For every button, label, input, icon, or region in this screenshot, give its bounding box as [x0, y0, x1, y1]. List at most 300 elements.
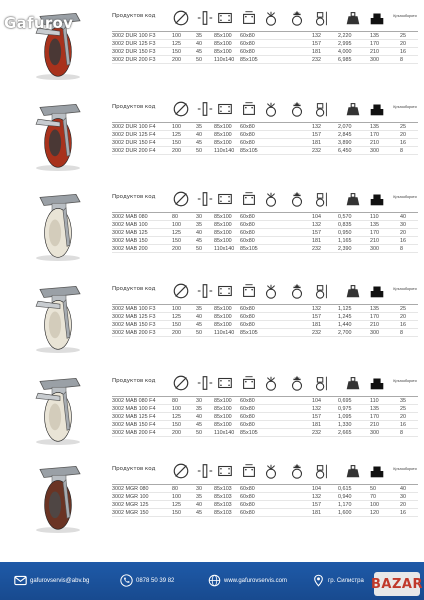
hole-spacing-cell: 60x80 [240, 510, 255, 516]
load-cell: 170 [370, 314, 379, 320]
diameter-icon [172, 100, 190, 118]
table-row [112, 413, 418, 421]
plate-size-cell: 85x103 [214, 486, 232, 492]
diameter-cell: 80 [172, 398, 178, 404]
diameter-cell: 200 [172, 148, 181, 154]
turnover-cell: 40 [400, 214, 406, 220]
width-cell: 35 [196, 306, 202, 312]
turnover-cell: 16 [400, 322, 406, 328]
brake-icon [288, 282, 306, 300]
load-icon [368, 374, 386, 392]
caster-wheel-image [22, 187, 92, 261]
hole-spacing-icon [240, 9, 258, 27]
footer-phone[interactable] [120, 574, 174, 587]
plate-size-icon [216, 374, 234, 392]
load-cell: 210 [370, 140, 379, 146]
spec-table-header [112, 371, 418, 397]
brake-icon [288, 462, 306, 480]
diameter-cell: 100 [172, 33, 181, 39]
hole-spacing-cell: 60x80 [240, 494, 255, 500]
weight-cell: 1,125 [338, 306, 352, 312]
turnover-cell: 20 [400, 230, 406, 236]
weight-cell: 0,940 [338, 494, 352, 500]
height-cell: 181 [312, 422, 321, 428]
brake-icon [288, 100, 306, 118]
plate-size-cell: 85x100 [214, 49, 232, 55]
table-row [112, 313, 418, 321]
hole-spacing-cell: 60x80 [240, 41, 255, 47]
width-cell: 45 [196, 49, 202, 55]
weight-cell: 1,095 [338, 414, 352, 420]
diameter-cell: 100 [172, 222, 181, 228]
load-cell: 210 [370, 49, 379, 55]
hole-spacing-icon [240, 282, 258, 300]
turnover-cell: 35 [400, 398, 406, 404]
load-cell: 110 [370, 214, 379, 220]
turnover-label: Кръгообороти [393, 379, 417, 383]
load-cell: 210 [370, 422, 379, 428]
plate-size-cell: 85x100 [214, 406, 232, 412]
width-cell: 45 [196, 422, 202, 428]
diameter-cell: 200 [172, 430, 181, 436]
footer-website[interactable] [208, 574, 287, 587]
table-row [112, 131, 418, 139]
diameter-cell: 200 [172, 330, 181, 336]
weight-cell: 1,245 [338, 314, 352, 320]
hole-spacing-cell: 60x80 [240, 49, 255, 55]
hole-spacing-cell: 60x80 [240, 222, 255, 228]
weight-cell: 0,950 [338, 230, 352, 236]
table-row [112, 139, 418, 147]
email-icon [14, 574, 27, 587]
diameter-cell: 125 [172, 314, 181, 320]
height-cell: 157 [312, 502, 321, 508]
width-cell: 40 [196, 230, 202, 236]
table-row [112, 305, 418, 313]
turnover-cell: 20 [400, 314, 406, 320]
product-section-3 [0, 187, 424, 259]
width-cell: 30 [196, 214, 202, 220]
swivel-icon [262, 9, 280, 27]
brake-icon [288, 190, 306, 208]
weight-cell: 2,995 [338, 41, 352, 47]
width-cell: 50 [196, 57, 202, 63]
load-cell: 210 [370, 238, 379, 244]
diameter-cell: 125 [172, 414, 181, 420]
swivel-icon [262, 462, 280, 480]
turnover-cell: 25 [400, 124, 406, 130]
height-icon [312, 282, 330, 300]
turnover-label: Кръгообороти [393, 105, 417, 109]
turnover-cell: 20 [400, 502, 406, 508]
turnover-label: Кръгообороти [393, 287, 417, 291]
load-cell: 210 [370, 322, 379, 328]
weight-cell: 2,845 [338, 132, 352, 138]
weight-cell: 0,695 [338, 398, 352, 404]
globe-icon [208, 574, 221, 587]
weight-cell: 0,835 [338, 222, 352, 228]
table-row [112, 421, 418, 429]
weight-cell: 1,600 [338, 510, 352, 516]
load-cell: 135 [370, 406, 379, 412]
weight-cell: 4,000 [338, 49, 352, 55]
load-icon [368, 282, 386, 300]
product-code-cell: 3002 DUR 125 F4 [112, 132, 156, 138]
width-cell: 40 [196, 502, 202, 508]
product-code-cell: 3002 MAB 150 [112, 238, 148, 244]
table-row [112, 147, 418, 155]
website-text: www.gafurovservis.com [224, 577, 288, 584]
product-code-cell: 3002 MAB 100 F3 [112, 306, 156, 312]
weight-cell: 1,330 [338, 422, 352, 428]
weight-cell: 2,390 [338, 246, 352, 252]
table-row [112, 32, 418, 40]
spec-table-header [112, 97, 418, 123]
height-cell: 132 [312, 406, 321, 412]
product-code-cell: 3002 MGR 125 [112, 502, 149, 508]
product-code-label: Продуктов код [112, 466, 156, 472]
load-cell: 100 [370, 502, 379, 508]
product-code-cell: 3002 MGR 100 [112, 494, 149, 500]
product-section-2 [0, 97, 424, 169]
swivel-icon [262, 100, 280, 118]
height-cell: 132 [312, 222, 321, 228]
hole-spacing-cell: 60x80 [240, 422, 255, 428]
width-icon [196, 374, 214, 392]
hole-spacing-cell: 60x80 [240, 124, 255, 130]
hole-spacing-cell: 85x105 [240, 246, 258, 252]
table-row [112, 123, 418, 131]
hole-spacing-cell: 60x80 [240, 230, 255, 236]
weight-cell: 0,975 [338, 406, 352, 412]
height-cell: 181 [312, 49, 321, 55]
swivel-icon [262, 190, 280, 208]
width-cell: 45 [196, 510, 202, 516]
height-cell: 181 [312, 238, 321, 244]
plate-size-cell: 85x100 [214, 41, 232, 47]
spec-table-header [112, 6, 418, 32]
height-cell: 157 [312, 414, 321, 420]
weight-cell: 0,570 [338, 214, 352, 220]
height-cell: 157 [312, 230, 321, 236]
turnover-cell: 8 [400, 148, 403, 154]
plate-size-cell: 85x100 [214, 238, 232, 244]
hole-spacing-cell: 85x105 [240, 330, 258, 336]
turnover-label: Кръгообороти [393, 195, 417, 199]
spec-table-header [112, 187, 418, 213]
product-code-cell: 3002 MAB 100 [112, 222, 148, 228]
watermark: Gafurov [4, 14, 74, 32]
location-pin-icon [312, 574, 325, 587]
table-row [112, 405, 418, 413]
plate-size-cell: 85x100 [214, 214, 232, 220]
table-row [112, 245, 418, 253]
diameter-cell: 150 [172, 322, 181, 328]
weight-icon [344, 190, 362, 208]
width-cell: 45 [196, 322, 202, 328]
height-cell: 132 [312, 306, 321, 312]
load-cell: 135 [370, 222, 379, 228]
turnover-label: Кръгообороти [393, 467, 417, 471]
plate-size-cell: 85x100 [214, 422, 232, 428]
turnover-cell: 8 [400, 57, 403, 63]
plate-size-icon [216, 100, 234, 118]
bazar-badge: BAZAR [374, 572, 420, 596]
product-code-label: Продуктов код [112, 378, 156, 384]
load-cell: 110 [370, 398, 379, 404]
diameter-cell: 125 [172, 132, 181, 138]
caster-wheel-image [22, 279, 92, 353]
width-cell: 30 [196, 486, 202, 492]
turnover-cell: 30 [400, 222, 406, 228]
height-cell: 104 [312, 214, 321, 220]
turnover-cell: 16 [400, 238, 406, 244]
product-code-cell: 3002 DUR 125 F3 [112, 41, 156, 47]
weight-cell: 2,700 [338, 330, 352, 336]
width-icon [196, 190, 214, 208]
table-row [112, 237, 418, 245]
email-text: gafurovservis@abv.bg [30, 577, 90, 584]
height-icon [312, 100, 330, 118]
hole-spacing-cell: 60x80 [240, 140, 255, 146]
load-cell: 170 [370, 414, 379, 420]
product-section-5 [0, 371, 424, 443]
product-code-cell: 3002 MAB 200 F4 [112, 430, 156, 436]
product-code-label: Продуктов код [112, 104, 156, 110]
width-cell: 40 [196, 314, 202, 320]
diameter-cell: 100 [172, 306, 181, 312]
city-text: гр. Силистра [328, 577, 364, 584]
phone-icon [120, 574, 133, 587]
width-icon [196, 462, 214, 480]
spec-table [112, 6, 418, 64]
plate-size-cell: 85x100 [214, 33, 232, 39]
plate-size-cell: 85x103 [214, 510, 232, 516]
caster-wheel-image [22, 371, 92, 445]
load-cell: 300 [370, 148, 379, 154]
product-code-label: Продуктов код [112, 194, 156, 200]
weight-cell: 1,165 [338, 238, 352, 244]
plate-size-cell: 85x100 [214, 414, 232, 420]
table-row [112, 229, 418, 237]
plate-size-icon [216, 462, 234, 480]
load-cell: 300 [370, 246, 379, 252]
plate-size-cell: 85x100 [214, 222, 232, 228]
weight-cell: 1,170 [338, 502, 352, 508]
width-cell: 45 [196, 140, 202, 146]
height-icon [312, 190, 330, 208]
turnover-cell: 20 [400, 41, 406, 47]
diameter-cell: 200 [172, 57, 181, 63]
diameter-icon [172, 190, 190, 208]
load-cell: 170 [370, 132, 379, 138]
height-cell: 104 [312, 486, 321, 492]
turnover-cell: 20 [400, 414, 406, 420]
hole-spacing-cell: 60x80 [240, 502, 255, 508]
hole-spacing-cell: 60x80 [240, 414, 255, 420]
plate-size-cell: 110x140 [214, 148, 235, 154]
product-code-cell: 3002 MGR 080 [112, 486, 149, 492]
width-cell: 45 [196, 238, 202, 244]
diameter-cell: 200 [172, 246, 181, 252]
hole-spacing-cell: 60x80 [240, 486, 255, 492]
load-icon [368, 462, 386, 480]
table-row [112, 329, 418, 337]
height-cell: 232 [312, 57, 321, 63]
diameter-cell: 100 [172, 406, 181, 412]
footer-email[interactable] [14, 574, 89, 587]
height-cell: 232 [312, 246, 321, 252]
footer-location [312, 574, 364, 587]
turnover-cell: 25 [400, 33, 406, 39]
plate-size-cell: 85x100 [214, 322, 232, 328]
width-cell: 50 [196, 430, 202, 436]
diameter-cell: 80 [172, 486, 178, 492]
turnover-cell: 8 [400, 246, 403, 252]
width-cell: 50 [196, 246, 202, 252]
product-code-cell: 3002 MAB 125 F4 [112, 414, 156, 420]
weight-cell: 1,440 [338, 322, 352, 328]
product-code-label: Продуктов код [112, 13, 156, 19]
product-section-6 [0, 459, 424, 531]
load-icon [368, 9, 386, 27]
table-row [112, 321, 418, 329]
weight-icon [344, 9, 362, 27]
diameter-cell: 125 [172, 502, 181, 508]
diameter-icon [172, 9, 190, 27]
diameter-cell: 150 [172, 422, 181, 428]
height-cell: 181 [312, 140, 321, 146]
swivel-icon [262, 374, 280, 392]
product-code-cell: 3002 MGR 150 [112, 510, 149, 516]
turnover-cell: 16 [400, 49, 406, 55]
hole-spacing-cell: 85x105 [240, 430, 258, 436]
turnover-cell: 25 [400, 406, 406, 412]
weight-cell: 6,450 [338, 148, 352, 154]
width-cell: 50 [196, 330, 202, 336]
spec-table-header [112, 459, 418, 485]
height-cell: 157 [312, 41, 321, 47]
spec-table [112, 97, 418, 155]
table-row [112, 485, 418, 493]
product-code-cell: 3002 MAB 150 F3 [112, 322, 156, 328]
plate-size-icon [216, 190, 234, 208]
diameter-cell: 125 [172, 230, 181, 236]
plate-size-cell: 85x103 [214, 494, 232, 500]
phone-text: 0878 50 39 82 [136, 577, 175, 584]
height-cell: 132 [312, 494, 321, 500]
load-cell: 135 [370, 33, 379, 39]
table-row [112, 429, 418, 437]
height-cell: 232 [312, 148, 321, 154]
hole-spacing-cell: 60x80 [240, 322, 255, 328]
weight-icon [344, 374, 362, 392]
height-cell: 157 [312, 314, 321, 320]
diameter-cell: 80 [172, 214, 178, 220]
diameter-cell: 150 [172, 238, 181, 244]
turnover-cell: 16 [400, 140, 406, 146]
hole-spacing-cell: 60x80 [240, 214, 255, 220]
width-cell: 35 [196, 222, 202, 228]
hole-spacing-icon [240, 462, 258, 480]
weight-cell: 6,985 [338, 57, 352, 63]
plate-size-cell: 85x100 [214, 140, 232, 146]
height-icon [312, 374, 330, 392]
spec-table [112, 371, 418, 437]
height-cell: 181 [312, 322, 321, 328]
hole-spacing-cell: 60x80 [240, 132, 255, 138]
product-code-cell: 3002 MAB 080 [112, 214, 148, 220]
hole-spacing-cell: 60x80 [240, 314, 255, 320]
product-code-cell: 3002 MAB 125 [112, 230, 148, 236]
product-code-cell: 3002 DUR 150 F3 [112, 49, 156, 55]
diameter-cell: 125 [172, 41, 181, 47]
plate-size-cell: 85x100 [214, 132, 232, 138]
load-cell: 300 [370, 57, 379, 63]
plate-size-cell: 85x100 [214, 398, 232, 404]
turnover-cell: 40 [400, 486, 406, 492]
load-cell: 170 [370, 41, 379, 47]
width-cell: 40 [196, 414, 202, 420]
plate-size-cell: 85x103 [214, 502, 232, 508]
diameter-icon [172, 374, 190, 392]
turnover-cell: 20 [400, 132, 406, 138]
hole-spacing-cell: 60x80 [240, 33, 255, 39]
brake-icon [288, 9, 306, 27]
width-icon [196, 100, 214, 118]
load-icon [368, 190, 386, 208]
plate-size-cell: 110x140 [214, 246, 235, 252]
weight-cell: 2,220 [338, 33, 352, 39]
table-row [112, 493, 418, 501]
footer-bar [0, 562, 424, 600]
diameter-cell: 100 [172, 494, 181, 500]
hole-spacing-icon [240, 374, 258, 392]
width-cell: 35 [196, 406, 202, 412]
width-cell: 40 [196, 132, 202, 138]
diameter-icon [172, 282, 190, 300]
spec-table-header [112, 279, 418, 305]
diameter-cell: 100 [172, 124, 181, 130]
load-cell: 135 [370, 124, 379, 130]
swivel-icon [262, 282, 280, 300]
product-section-4 [0, 279, 424, 351]
hole-spacing-icon [240, 100, 258, 118]
hole-spacing-cell: 60x80 [240, 238, 255, 244]
turnover-label: Кръгообороти [393, 14, 417, 18]
product-code-cell: 3002 MAB 080 F4 [112, 398, 156, 404]
hole-spacing-cell: 60x80 [240, 406, 255, 412]
plate-size-cell: 85x100 [214, 314, 232, 320]
width-icon [196, 9, 214, 27]
spec-table [112, 187, 418, 253]
caster-wheel-image [22, 459, 92, 533]
width-cell: 50 [196, 148, 202, 154]
hole-spacing-cell: 60x80 [240, 398, 255, 404]
plate-size-cell: 110x140 [214, 430, 235, 436]
weight-icon [344, 282, 362, 300]
product-code-cell: 3002 DUR 200 F3 [112, 57, 156, 63]
height-cell: 181 [312, 510, 321, 516]
weight-cell: 2,665 [338, 430, 352, 436]
plate-size-icon [216, 9, 234, 27]
product-code-cell: 3002 DUR 100 F3 [112, 33, 156, 39]
weight-icon [344, 462, 362, 480]
load-cell: 300 [370, 330, 379, 336]
product-code-label: Продуктов код [112, 286, 156, 292]
width-cell: 35 [196, 33, 202, 39]
plate-size-cell: 110x140 [214, 57, 235, 63]
